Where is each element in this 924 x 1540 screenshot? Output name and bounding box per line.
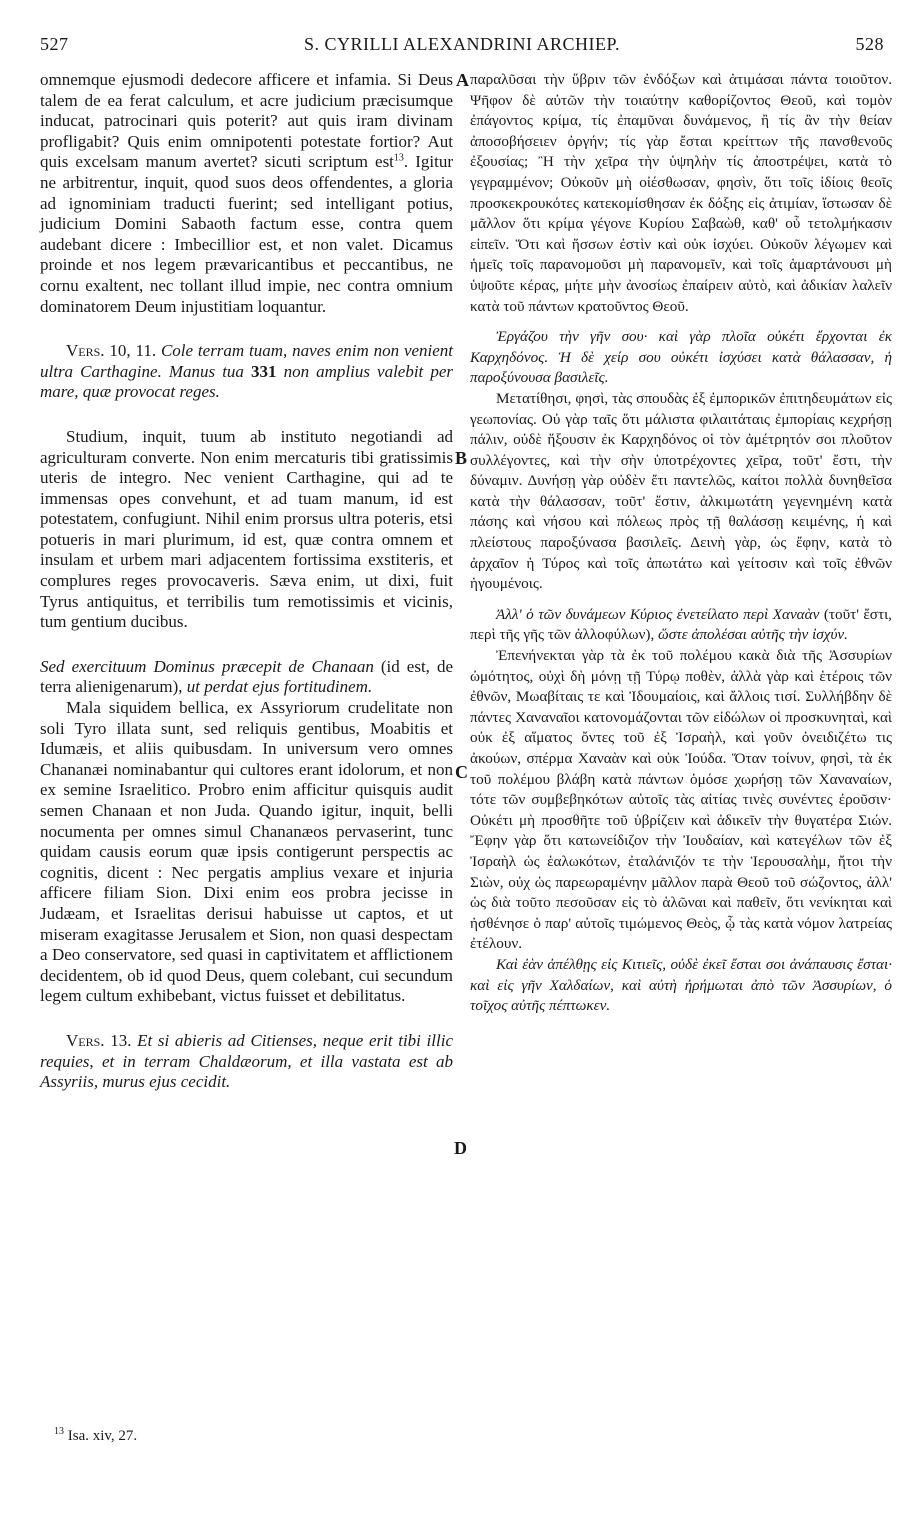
verse-text: Cole terram tuam, naves enim non venient ultra Carthagine. Manus tua	[40, 341, 454, 381]
latin-verse-10-11	[40, 341, 453, 403]
verse-text-end: ut perdat ejus fortitudinem.	[186, 677, 373, 697]
latin-paragraph-1	[40, 70, 453, 317]
running-title: S. CYRILLI ALEXANDRINI ARCHIEP.	[303, 34, 620, 54]
latin-paragraph-1-end: . Igitur ne arbitrentur, inquit, quod suos deos offendentes, a gloria ad ignominiam traducti fuerint; sed intelligant potius, judicium Domini Sabaoth factum esse, contra quem audebant dicere : Imbecillior est, et non valet. Dicamus proinde et nos legem prævaricantibus et peccantibus, ne cornu exaltent, nec tollant illud impie, nec contra omnium dominatorem Deum injustitiam loquantur.	[40, 152, 453, 316]
page-header	[40, 34, 884, 58]
footnote-text: Isa. xiv, 27.	[67, 1428, 138, 1444]
latin-verse-chanaan	[40, 657, 453, 698]
verse-text: Ἀλλ' ὁ τῶν δυνάμεων Κύριος ἐνετείλατο περὶ Χαναὰν	[496, 605, 820, 623]
latin-paragraph-1-text: omnemque ejusmodi dedecore afficere et infamia. Si Deus talem de ea ferat calculum, et acre judicium præcisumque inducat, patrocinari quis poterit? aut quis iram divinam profligabit? Quis enim omnipotenti potestate fortior? Aut quis excelsam manum avertet? sicuti scriptum est	[40, 70, 453, 172]
greek-verse-chanaan	[470, 605, 892, 646]
latin-paragraph-3: Mala siquidem bellica, ex Assyriorum crudelitate non soli Tyro illata sunt, sed reliquis gentibus, Moabitis et Idumæis, et aliis quibusdam. In universum vero omnes Chananæi nominabantur qui cultores erant idolorum, et non ex semine Israelitico. Probro enim afficitur quisquis audit semen Chanaan et non Juda. Quando igitur, inquit, belli nocumenta per omnes simul Chananæos pervaserint, tunc quidam causis eorum quæ ipsis contigerunt perspectis ac cognitis, dicent : Nec pergatis amplius vexare et injuria afficere filiam Sion. Dixi enim eos probra jecisse in Judæam, et Israelitas derisui habuisse ut captos, et ut miseram exagitasse Jerusalem et Sion, non quasi despectam a Deo conservatore, sed quasi in captivitatem et afflictionem decidentem, ob id quod Deus, quem colebant, cui secundum legem cultum exhibebant, victus fuisset et debilitatus.	[40, 698, 453, 1006]
footnote-reference: 13	[393, 152, 404, 164]
footnote	[54, 1428, 137, 1445]
greek-column	[470, 70, 892, 1017]
latin-paragraph-2: Studium, inquit, tuum ab instituto negotiandi ad agriculturam converte. Non enim mercaturis tibi gratissimis uteris de integro. Nec venient Carthagine, qui ad te immensas opes convehunt, et ad tuam manum, id est potestatem, confugiunt. Nihil enim prorsus ultra poteris, etsi potueris in mari plurimum, id est, quæ contra omnem et insulam et urbem mari adjacentem fortissima exstiteris, et complures reges provocaveris. Sæva enim, ut dixi, fuit Tyrus antiquitus, et terribilis tum remotissimis et vicinis, tum gentium ducibus.	[40, 426, 453, 632]
left-page-number: 527	[40, 34, 69, 54]
margin-marker-a: A	[456, 70, 469, 90]
greek-verse-13: Καὶ ἐὰν ἀπέλθῃς εἰς Κιτιεῖς, οὐδὲ ἐκεῖ ἔσται σοι ἀνάπαυσις ἔσται· καὶ εἰς γῆν Χαλδαίων, καὶ αὐτὴ ἠρήμωται ἀπὸ τῶν Ἀσσυρίων, ὁ τοῖχος αὐτῆς πέπτωκεν.	[470, 955, 892, 1015]
latin-verse-13	[40, 1031, 453, 1093]
verse-text-end: ὥστε ἀπολέσαι αὐτῆς τὴν ἰσχύν.	[658, 626, 848, 644]
verse-text-end: non amplius valebit per mare, quæ provocat reges.	[40, 361, 453, 402]
verse-label: Vers. 13.	[66, 1030, 132, 1050]
latin-column	[40, 70, 453, 1093]
margin-marker-c: C	[455, 762, 468, 782]
verse-text: Sed exercituum Dominus præcepit de Chanaan	[40, 656, 374, 676]
verse-gloss: (id est, de terra alienigenarum),	[40, 656, 453, 697]
column-number: 331	[251, 361, 277, 381]
greek-verse-10-11: Ἐργάζου τὴν γῆν σου· καὶ γὰρ πλοῖα οὐκέτι ἔρχονται ἐκ Καρχηδόνος. Ἡ δὲ χείρ σου οὐκέτι ἰσχύσει κατὰ θάλασσαν, ἡ παροξύνουσα βασιλεῖς.	[470, 328, 892, 387]
margin-marker-b: B	[455, 448, 468, 468]
greek-paragraph-3: Ἐπενήνεκται γὰρ τὰ ἐκ τοῦ πολέμου κακὰ διὰ τῆς Ἀσσυρίων ὠμότητος, οὐχὶ δὴ μόνῃ τῇ Τύρῳ ποθὲν, ἀλλὰ γὰρ καὶ ἑτέροις τῶν ἐθνῶν, Μωαβίταις τε καὶ Ἰδουμαίοις, καὶ ἄλλοις τισί. Συλλήβδην δὲ πάντες Χαναναῖοι κατονομάζονται τῶν εἰδώλων οἱ προσκυνηταὶ, καὶ οὐκ ἐξ αἵματος ὄντες τοῦ ἐξ Ἰσραὴλ, καὶ γοῦν ὀνειδιζέτω τις ἀκούων, σπέρμα Χαναὰν καὶ οὐκ Ἰούδα. Ὅταν τοίνυν, φησὶ, τὰ ἐκ τοῦ πολέμου βλάβη κατὰ πάντων ὁμόσε χωρήσῃ τῶν Χαναναίων, τότε τῶν συμβεβηκότων αὐτοῖς τὰς αἰτίας τινὲς συνέντες ἐροῦσιν· Οὐκέτι μὴ προσθῆτε τοῦ ὑβρίζειν καὶ ἀδικεῖν τὴν θυγατέρα Σιών. Ἔφην γὰρ ὅτι κατωνείδιζον τὴν Ἰουδαίαν, καὶ κατεγέλων τῶν ἐξ Ἰσραὴλ ὡς ἑαλωκότων, ἐταλάνιζόν τε τὴν Ἱερουσαλὴμ, ἤτοι τὴν Σιὼν, οὐχ ὡς παρεωραμένην μᾶλλον παρὰ Θεοῦ τοῦ σώζοντος, ἀλλ' ὡς διὰ τοῦτο πεσοῦσαν εἰς τὸ ἁλῶναι καὶ παθεῖν, ὅτι νενίκηται καὶ ἠσθένησε ὁ παρ' αὐτοῖς τιμώμενος Θεὸς, ᾧ τὰς κατὰ νόμον λατρείας ἐτέλουν.	[470, 647, 892, 953]
verse-gloss: (τοῦτ' ἔστι, περὶ τῆς γῆς τῶν ἀλλοφύλων),	[470, 605, 892, 644]
right-page-number: 528	[855, 34, 884, 54]
greek-paragraph-1: παραλῦσαι τὴν ὕβριν τῶν ἐνδόξων καὶ ἀτιμάσαι πάντα τοιοῦτον. Ψῆφον δὲ αὐτῶν τὴν τοιαύτην καθορίζοντος Θεοῦ, καὶ τομὸν ἐπάγοντος κρίμα, τίς ἐπαμῦναι δυνάμενος, ἢ τίς ἂν τὴν θείαν ἀποσοβήσειεν ὀργήν; τίς γὰρ ἔσται κρείττων τῆς πανσθενοῦς ἐξουσίας; Ἢ τὴν χεῖρα τὴν ὑψηλὴν τίς ἀποστρέψει, κατὰ τὸ γεγραμμένον; Οὐκοῦν μὴ οἰέσθωσαν, φησὶν, ὅτι τοῖς ἰδίοις θεοῖς προσκεκρουκότες κατεκομίσθησαν ἐκ δόξης εἰς ἀτιμίαν, ἴστωσαν δὲ μᾶλλον ὅτι κρίμα γέγονε Κυρίου Σαβαὼθ, καθ' οὗ τετολμήκασιν εἰπεῖν. Ὅτι καὶ ἥσσων ἐστὶν καὶ οὐκ ἰσχύει. Οὐκοῦν λέγωμεν καὶ ἡμεῖς τοῖς παρανομοῦσι μὴ παρανομεῖν, καὶ τοῖς ἁμαρτάνουσι μὴ ὑψοῦτε κέρας, μήτε μὴν ἀνοσίως ἐπαίρειν αὐτὸ, καὶ ἀδικίαν λαλεῖν κατὰ τοῦ πάντων κρατοῦντος Θεοῦ.	[470, 71, 892, 315]
footnote-number: 13	[54, 1426, 64, 1437]
verse-label: Vers. 10, 11.	[66, 341, 157, 361]
margin-marker-d: D	[454, 1138, 467, 1158]
verse-text: Et si abieris ad Citienses, neque erit tibi illic requies, et in terram Chaldæorum, et illa vastata est ab Assyriis, murus ejus cecidit.	[40, 1030, 453, 1092]
greek-paragraph-2: Μετατίθησι, φησὶ, τὰς σπουδὰς ἐξ ἐμπορικῶν ἐπιτηδευμάτων εἰς γεωπονίας. Οὐ γὰρ ταῖς ὅτι μάλιστα φιλαιτάταις ἐμπορίαις κεχρήσῃ πάλιν, οὐδὲ ἥξουσιν ἐκ Καρχηδόνος οἱ τὸν ἀμέτρητόν σοι πλοῦτον συλλέγοντες, καὶ τὴν σὴν ὑποτρέχοντες χεῖρα, τοῦτ' ἔστι, τὴν δύναμιν. Δυνήσῃ γὰρ οὐδὲν ἔτι παντελῶς, καίτοι πολλὰ δυνηθεῖσα κατὰ τὴν θάλασσαν, τοῦτ' ἔστιν, ἀλκιμωτάτη γεγενημένη κατὰ πάσης καὶ νήσου καὶ πόλεως πρὸς τῇ θαλάσσῃ κειμένης, ἡ καὶ πλείστους παροξύνασα βασιλεῖς. Δεινὴ γὰρ, ὡς ἔφην, κατὰ τὸ ἀρχαῖον ἡ Τύρος καὶ τοῖς ἀπωτάτω καὶ γείτοσιν καὶ τοῖς ἐθνῶν ἡγουμένοις.	[470, 389, 892, 593]
